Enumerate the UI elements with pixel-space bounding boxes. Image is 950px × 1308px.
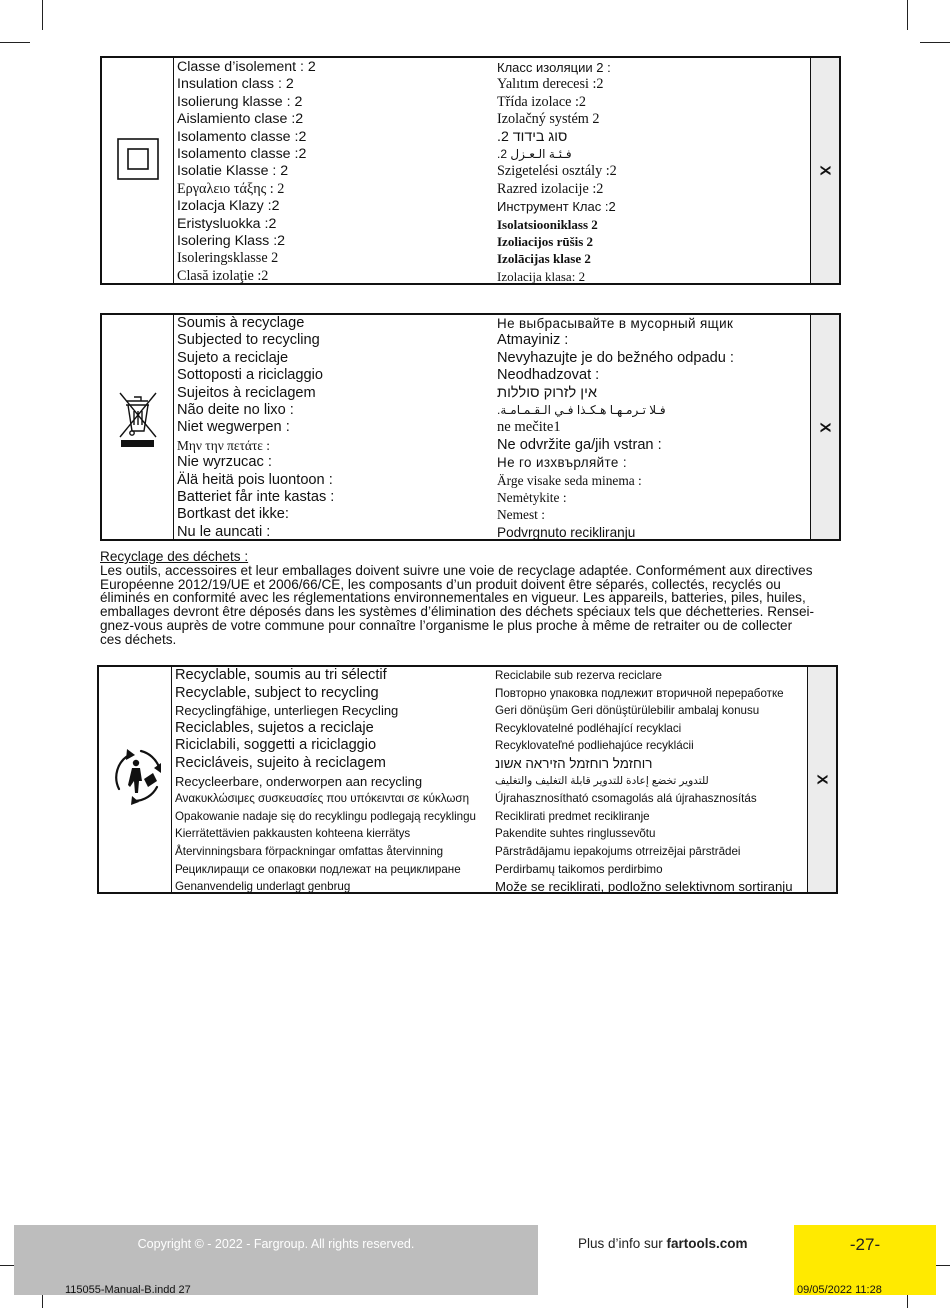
crop-mark: [907, 0, 908, 30]
insulation-left-column: [177, 59, 316, 285]
triman-line: Genanvendelig underlagt genbrug: [175, 880, 351, 894]
recycling-line: Nu le auncati :: [177, 523, 271, 540]
checkmark-cell: [810, 58, 839, 283]
insulation-line: Isolierung klasse : 2: [177, 93, 303, 110]
recycling-line: Atmayiniz :: [497, 332, 569, 349]
website-link[interactable]: fartools.com: [666, 1236, 748, 1251]
triman-line: Återvinningsbara förpackningar omfattas återvinning: [175, 844, 444, 858]
recycling-line: Soumis à recyclage: [177, 315, 305, 331]
insulation-line: Isolamento classe :2: [177, 145, 307, 162]
insulation-line: Isolatsiooniklass 2: [497, 216, 598, 232]
x-mark: X: [816, 165, 834, 176]
recycling-line: Batteriet får inte kastas :: [177, 488, 335, 505]
insulation-line: Isolamento classe :2: [177, 128, 307, 145]
recycling-table: [100, 313, 841, 541]
recycling-notice-line: ces déchets.: [100, 631, 177, 647]
triman-line: Reciklirati predmet recikliranje: [495, 809, 650, 823]
triman-right-column: [495, 667, 793, 896]
triman-line: Recyclable, soumis au tri sélectif: [175, 667, 387, 683]
checkmark-cell: [810, 315, 839, 539]
insulation-line: Инструмент Клас :2: [497, 199, 616, 215]
insulation-line: Clasă izolaţie :2: [177, 267, 269, 284]
insulation-class-table: [100, 56, 841, 285]
recycling-notice-line: emballages devront être déposés dans les systèmes d’élimination des déchets spéciaux tels que déchetteries. Rensei-: [100, 604, 815, 620]
triman-line: Pārstrādājamu iepakojums otrreizējai pārstrādei: [495, 844, 741, 858]
crop-mark: [920, 42, 950, 43]
recycling-notice-line: Européenne 2012/19/UE et 2006/66/CE, les composants d’un produit doivent être séparés, collectés, recyclés ou: [100, 576, 781, 592]
insulation-line: Izolācijas klase 2: [497, 251, 591, 267]
triman-line: Reciclables, sujetos a reciclaje: [175, 719, 374, 736]
insulation-line: Izoliacijos rūšis 2: [497, 233, 594, 249]
insulation-line: Izolacja Klazy :2: [177, 198, 280, 215]
checkmark-cell: [807, 667, 836, 892]
recycling-line: Ärge visake seda minema :: [497, 472, 642, 488]
recycling-line: Subjected to recycling: [177, 332, 320, 349]
triman-line: Recyklovatelné podléhající recyklaci: [495, 721, 682, 735]
double-square-class2-icon: [102, 58, 173, 283]
more-info-text: [578, 1236, 748, 1251]
triman-line: للتدوير تخضع إعادة للتدوير قابلة التغليف والتغليف: [495, 774, 709, 787]
icon-cell: [102, 315, 174, 539]
triman-recycling-icon: [99, 667, 171, 892]
recycling-notice-title: Recyclage des déchets :: [100, 549, 249, 564]
triman-line: Recyclingfähige, unterliegen Recycling: [175, 703, 399, 719]
triman-line: Újrahasznosítható csomagolás alá újrahasznosítás: [495, 792, 757, 806]
triman-line: Recyklovateľné podliehajúce recyklácii: [495, 739, 694, 753]
recycling-line: Podvrgnuto recikliranju: [497, 524, 636, 540]
triman-line: Recicláveis, sujeito à reciclagem: [175, 754, 386, 771]
recycling-line: Nie wyrzucac :: [177, 454, 272, 471]
triman-line: Reciclabile sub rezerva reciclare: [495, 669, 662, 682]
recycling-line: Не го изхвърляйте :: [497, 455, 627, 471]
triman-line: Opakowanie nadaje się do recyklingu podlegają recyklingu: [175, 809, 476, 823]
insulation-line: Isoleringsklasse 2: [177, 250, 279, 267]
x-mark: X: [813, 774, 831, 785]
insulation-line: Eristysluokka :2: [177, 215, 277, 232]
insulation-right-column: [497, 59, 617, 285]
recycling-line: Nemest :: [497, 507, 545, 523]
insulation-line: Yalıtım derecesi :2: [497, 76, 604, 93]
triman-line: Riciclabili, soggetti a riciclaggio: [175, 737, 377, 754]
copyright-text: Copyright © - 2022 - Fargroup. All rights reserved.: [137, 1237, 415, 1251]
triman-left-column: [175, 667, 476, 896]
insulation-line: Класс изоляции 2 :: [497, 60, 611, 75]
recycling-line: Sujeitos à reciclagem: [177, 384, 316, 401]
x-mark: X: [816, 421, 834, 433]
recycling-line: Neodhadzovat :: [497, 367, 600, 384]
insulation-line: Classe d’isolement : 2: [177, 59, 316, 75]
icon-cell: [102, 58, 174, 283]
recycling-line: Bortkast det ikke:: [177, 506, 289, 523]
triman-table: [97, 665, 838, 894]
insulation-line: Aislamiento clase :2: [177, 111, 304, 128]
slug-datetime: 09/05/2022 11:28: [797, 1284, 882, 1296]
recycling-notice-line: Les outils, accessoires et leur emballages doivent suivre une voie de recyclage adaptée. Conformément aux directives: [100, 562, 813, 578]
insulation-line: Izolacija klasa: 2: [497, 268, 586, 284]
recycling-line: .فـلا تـرمـهـا هـكـذا فـي الـقـمـامـة: [497, 402, 666, 417]
recycling-line: Niet wegwerpen :: [177, 419, 290, 436]
insulation-line: Izolačný systém 2: [497, 111, 600, 128]
recycling-line: Nevyhazujte je do bežného odpadu :: [497, 349, 734, 366]
crop-mark: [42, 0, 43, 30]
recycling-line: Sottoposti a riciclaggio: [177, 367, 324, 384]
page-number: -27-: [849, 1235, 881, 1254]
more-info-prefix: Plus d’info sur: [578, 1236, 667, 1251]
triman-line: Može se reciklirati, podložno selektivnom sortiranju: [495, 879, 793, 895]
recycling-line: Não deite no lixo :: [177, 401, 294, 418]
recycling-line: אין לזרוק סוללות: [497, 384, 598, 401]
triman-line: Recyclable, subject to recycling: [175, 684, 379, 701]
icon-cell: [99, 667, 172, 892]
triman-line: רוחזמל רוחזמל הזיראה אשונ: [495, 755, 653, 771]
triman-line: Perdirbamų taikomos perdirbimo: [495, 862, 663, 876]
recycling-line: Μην την πετάτε :: [177, 437, 270, 453]
triman-line: Geri dönüşüm Geri dönüştürülebilir ambalaj konusu: [495, 704, 760, 718]
insulation-line: Třída izolace :2: [497, 93, 587, 110]
insulation-line: Insulation class : 2: [177, 76, 294, 93]
slug-file-info: 115055-Manual-B.indd 27: [65, 1284, 191, 1296]
recycling-line: ne mečite1: [497, 419, 561, 436]
insulation-line: .2 فـئـة الـعـزل: [497, 146, 572, 161]
recycling-right-column: [497, 315, 734, 541]
insulation-line: Razred izolacije :2: [497, 180, 604, 197]
recycling-notice: [100, 550, 840, 647]
triman-line: Ανακυκλώσιμες συσκευασίες που υπόκεινται σε κύκλωση: [175, 792, 470, 806]
recycling-notice-line: éliminés en conformité avec les réglementations environnementales en vigueur. Les appareils, batteries, piles, huiles,: [100, 590, 806, 606]
triman-line: Повторно упаковка подлежит вторичной переработке: [495, 686, 784, 700]
recycling-left-column: [177, 315, 334, 541]
triman-line: Pakendite suhtes ringlussevõtu: [495, 827, 656, 841]
triman-line: Recycleerbare, onderworpen aan recycling: [175, 773, 423, 789]
triman-line: Kierrätettävien pakkausten kohteena kierrätys: [175, 827, 411, 841]
triman-line: Рециклиращи се опаковки подлежат на рециклиране: [175, 862, 461, 876]
insulation-line: Isolering Klass :2: [177, 232, 286, 249]
insulation-line: Isolatie Klasse : 2: [177, 163, 289, 180]
recycling-line: Не выбрасывайте в мусорный ящик: [497, 316, 734, 331]
recycling-notice-line: gnez-vous auprès de votre commune pour connaître l’organisme le plus proche à même de retraiter ou de collecter: [100, 617, 793, 633]
crop-mark: [0, 42, 30, 43]
insulation-line: .2 סוג בידוד: [497, 128, 568, 145]
crossed-wheelie-bin-icon: [102, 315, 173, 539]
insulation-line: Szigetelési osztály :2: [497, 163, 617, 180]
recycling-line: Nemėtykite :: [497, 489, 567, 505]
recycling-line: Ne odvržite ga/jih vstran :: [497, 436, 662, 453]
recycling-line: Sujeto a reciclaje: [177, 349, 289, 366]
insulation-line: Εργαλειο τάξης : 2: [177, 180, 285, 197]
recycling-line: Älä heitä pois luontoon :: [177, 471, 333, 488]
